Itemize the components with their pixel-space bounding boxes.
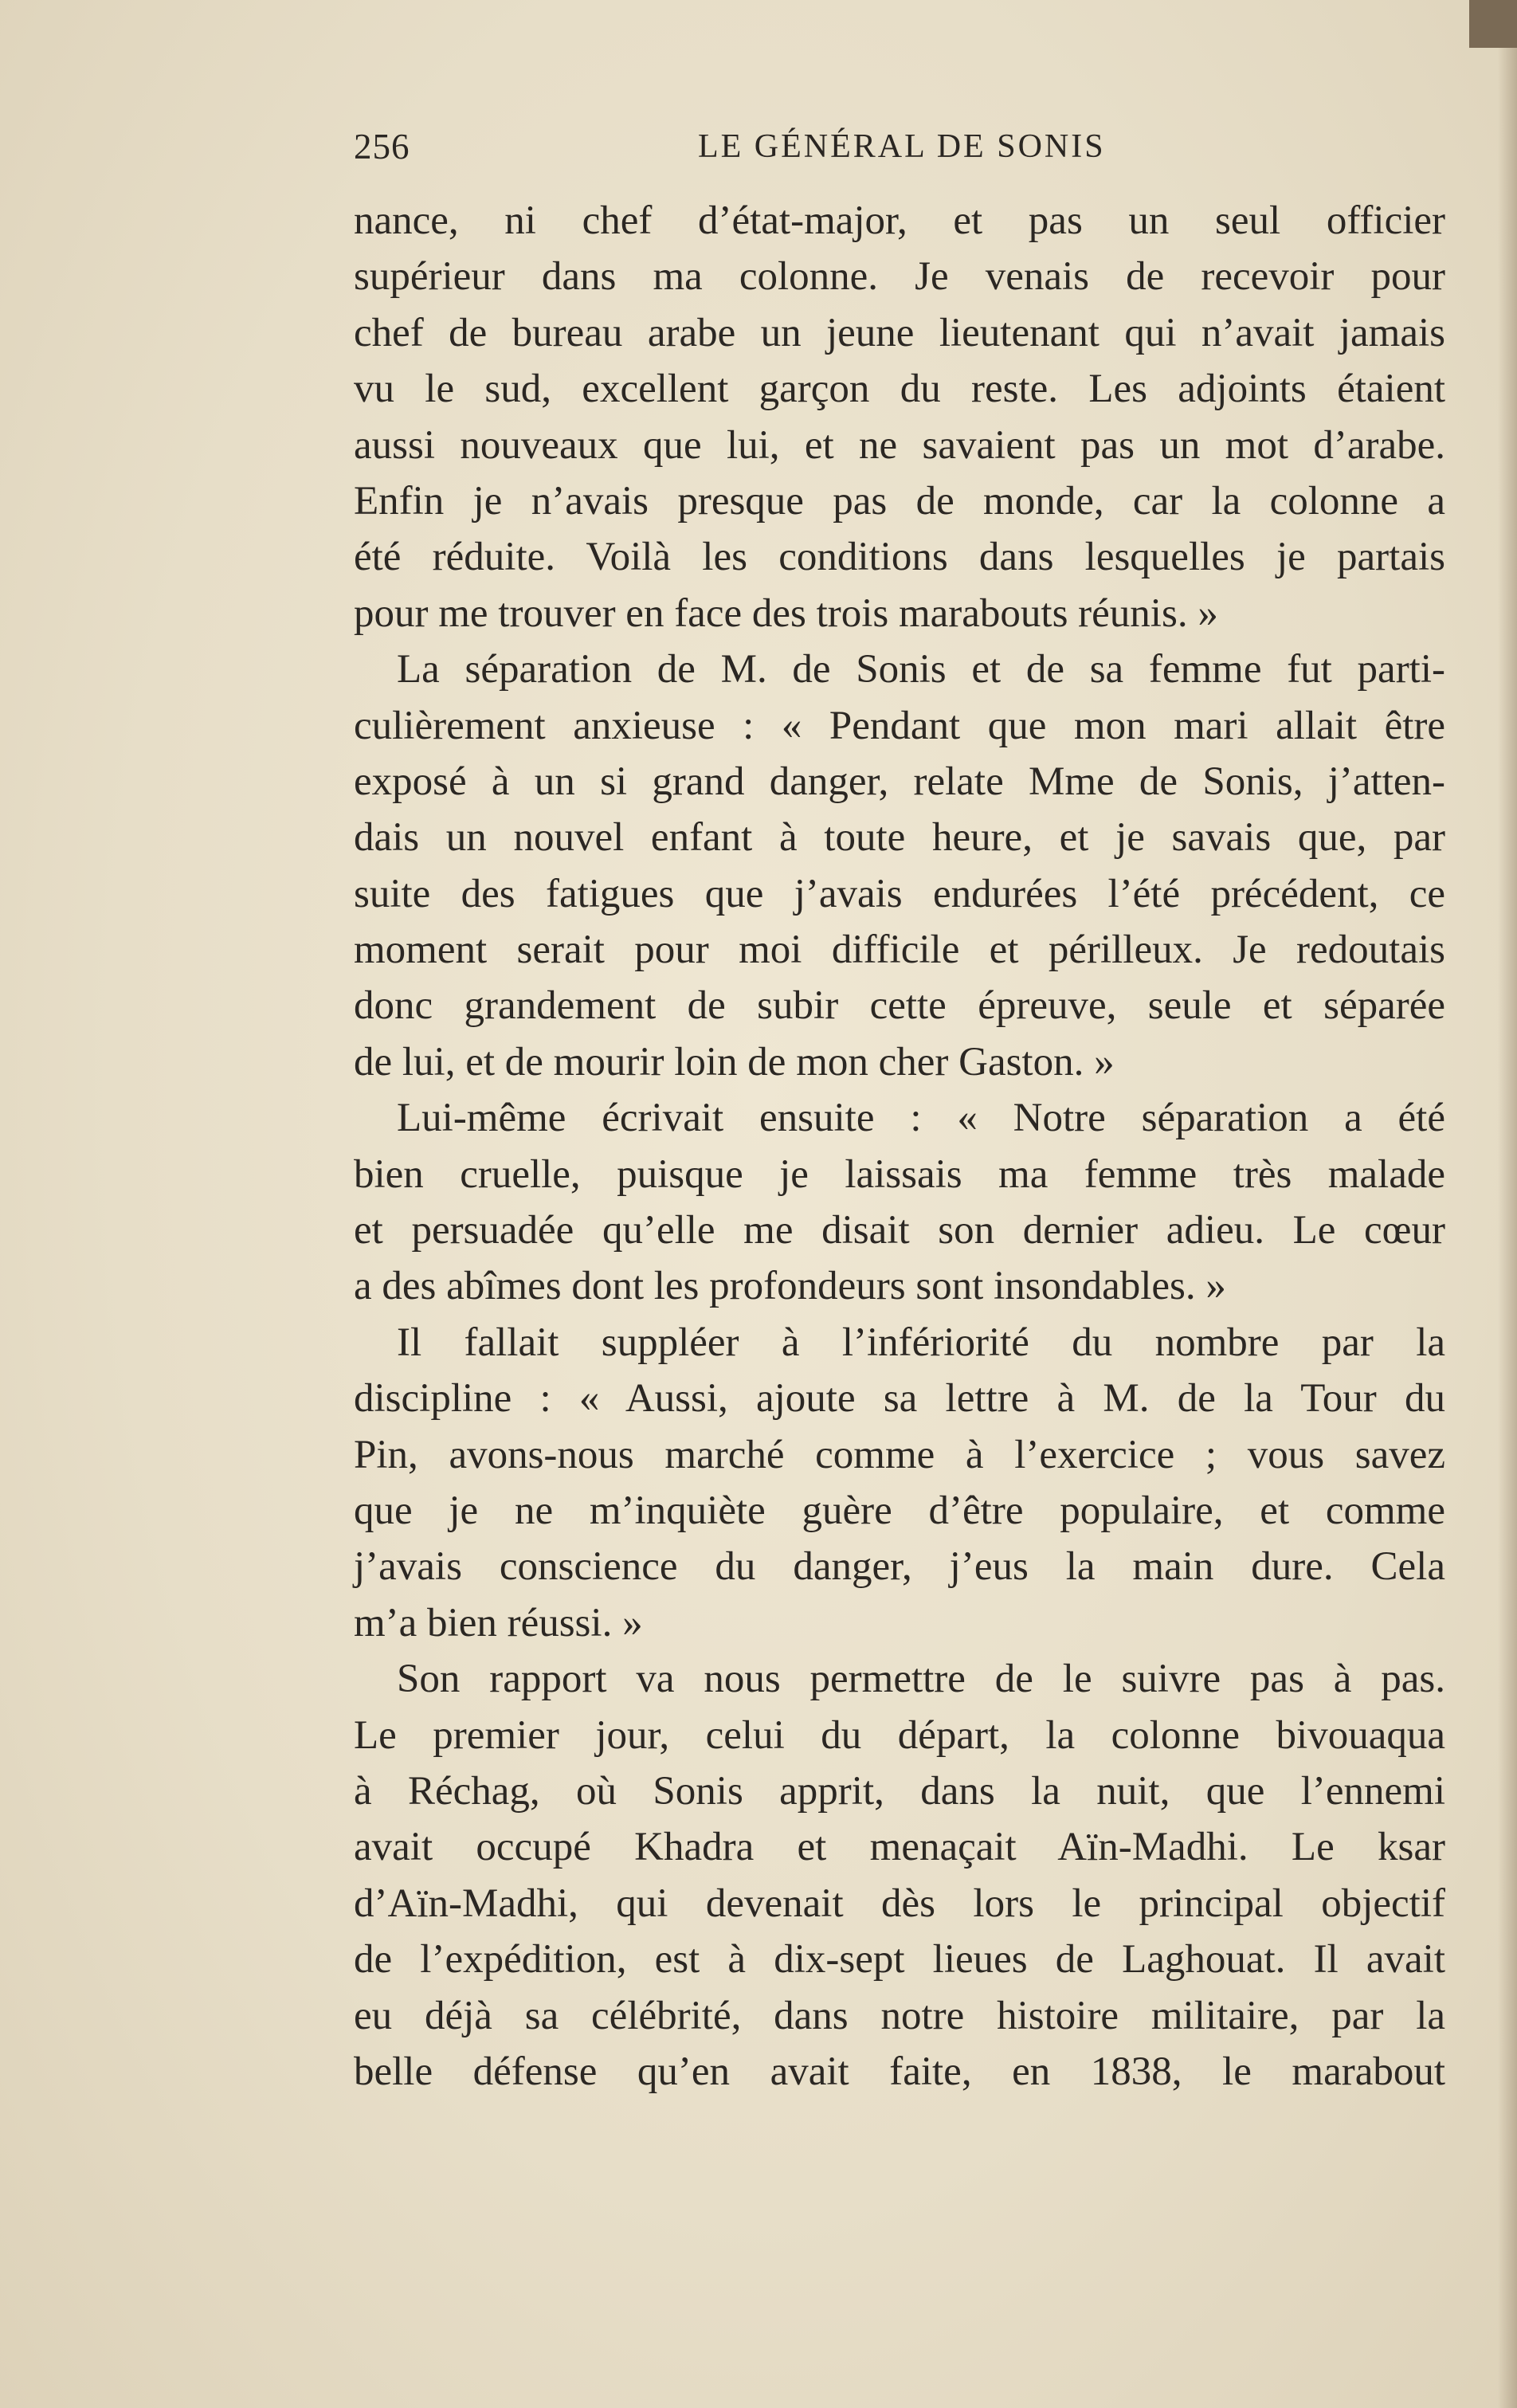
text-line: eu déjà sa célébrité, dans notre histoire militaire, par la xyxy=(354,1993,1445,2038)
text-line: belle défense qu’en avait faite, en 1838, le marabout xyxy=(354,2049,1445,2094)
text-line: à Réchag, où Sonis apprit, dans la nuit, que l’ennemi xyxy=(354,1768,1445,1814)
text-line: culièrement anxieuse : « Pendant que mon mari allait être xyxy=(354,703,1445,748)
page-header xyxy=(354,126,1445,174)
text-line: pour me trouver en face des trois marabouts réunis. » xyxy=(354,590,1218,636)
text-line: supérieur dans ma colonne. Je venais de recevoir pour xyxy=(354,254,1445,300)
text-line: j’avais conscience du danger, j’eus la main dure. Cela xyxy=(354,1544,1445,1590)
text-line: discipline : « Aussi, ajoute sa lettre à M. de la Tour du xyxy=(354,1376,1445,1422)
text-line: aussi nouveaux que lui, et ne savaient pas un mot d’arabe. xyxy=(354,422,1445,468)
text-line: que je ne m’inquiète guère d’être populaire, et comme xyxy=(354,1488,1445,1533)
text-line: de lui, et de mourir loin de mon cher Gaston. » xyxy=(354,1039,1115,1084)
page-corner xyxy=(1469,0,1517,48)
page-number: 256 xyxy=(354,127,410,167)
text-line: été réduite. Voilà les conditions dans lesquelles je partais xyxy=(354,535,1445,580)
page-edge-shadow xyxy=(1498,0,1517,2408)
text-line: vu le sud, excellent garçon du reste. Les adjoints étaient xyxy=(354,367,1445,412)
text-line: d’Aïn-Madhi, qui devenait dès lors le principal objectif xyxy=(354,1881,1445,1926)
text-line: dais un nouvel enfant à toute heure, et je savais que, par xyxy=(354,815,1445,861)
text-line: de l’expédition, est à dix-sept lieues de Laghouat. Il avait xyxy=(354,1937,1445,1982)
running-title: LE GÉNÉRAL DE SONIS xyxy=(698,128,1106,165)
text-line: Lui-même écrivait ensuite : « Notre séparation a été xyxy=(397,1096,1445,1141)
text-line: a des abîmes dont les profondeurs sont insondables. » xyxy=(354,1264,1226,1309)
text-line: nance, ni chef d’état-major, et pas un seul officier xyxy=(354,198,1445,243)
text-line: chef de bureau arabe un jeune lieutenant qui n’avait jamais xyxy=(354,310,1445,355)
text-line: Pin, avons-nous marché comme à l’exercice ; vous savez xyxy=(354,1432,1445,1477)
text-line: exposé à un si grand danger, relate Mme de Sonis, j’atten- xyxy=(354,759,1445,804)
text-line: et persuadée qu’elle me disait son dernier adieu. Le cœur xyxy=(354,1208,1445,1253)
text-line: La séparation de M. de Sonis et de sa femme fut parti- xyxy=(397,647,1445,692)
text-line: Son rapport va nous permettre de le suivre pas à pas. xyxy=(397,1657,1445,1702)
text-line: m’a bien réussi. » xyxy=(354,1600,643,1645)
text-line: bien cruelle, puisque je laissais ma femme très malade xyxy=(354,1151,1445,1197)
text-line: donc grandement de subir cette épreuve, seule et séparée xyxy=(354,983,1445,1029)
text-line: moment serait pour moi difficile et périlleux. Je redoutais xyxy=(354,928,1445,973)
text-line: avait occupé Khadra et menaçait Aïn-Madhi. Le ksar xyxy=(354,1825,1445,1870)
text-line: Il fallait suppléer à l’infériorité du nombre par la xyxy=(397,1320,1445,1365)
body-text xyxy=(354,193,1445,2100)
text-line: Le premier jour, celui du départ, la colonne bivouaqua xyxy=(354,1712,1445,1758)
text-line: Enfin je n’avais presque pas de monde, car la colonne a xyxy=(354,478,1445,524)
text-line: suite des fatigues que j’avais endurées l’été précédent, ce xyxy=(354,871,1445,916)
